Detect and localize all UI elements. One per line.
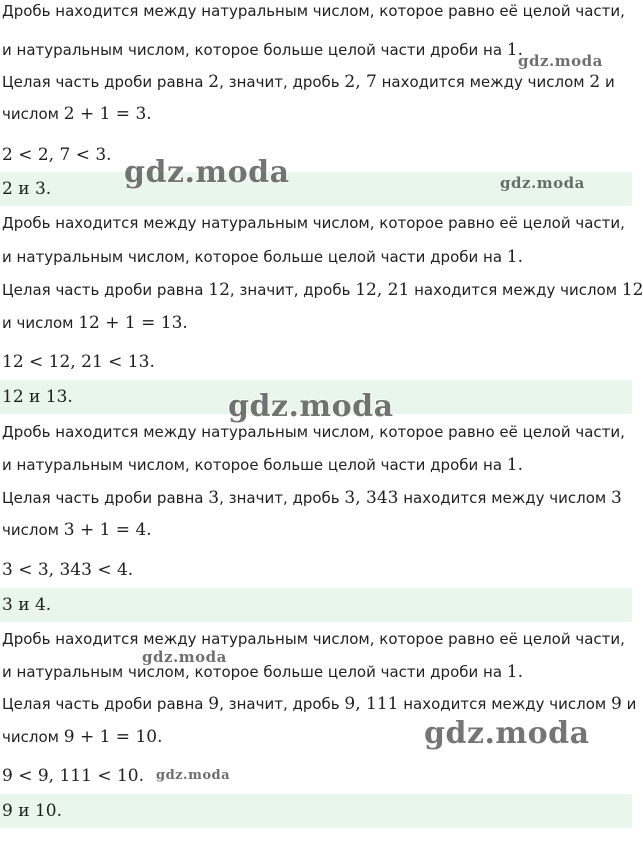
integer-part-line: Целая часть дроби равна 9, значит, дробь 9, 111 находится между числом 9 и (2, 694, 637, 714)
answer-row: 12 и 13. (0, 380, 632, 414)
rule-line-1: Дробь находится между натуральным числом, которое равно её целой части, (2, 423, 625, 441)
inequality-line: 12 < 12, 21 < 13. (2, 352, 155, 372)
rule-line-2: и натуральным числом, которое больше целой части дроби на 1. (2, 247, 524, 267)
rule-line-2: и натуральным числом, которое больше целой части дроби на 1. (2, 40, 524, 60)
rule-line-2: и натуральным числом, которое больше целой части дроби на 1. (2, 455, 524, 475)
inequality-line: 3 < 3, 343 < 4. (2, 560, 134, 580)
answer-row: 3 и 4. (0, 588, 632, 622)
watermark: gdz.moda (424, 716, 590, 751)
answer-row: 9 и 10. (0, 794, 632, 828)
next-number-line: числом 9 + 1 = 10. (2, 727, 163, 747)
rule-line-1: Дробь находится между натуральным числом, которое равно её целой части, (2, 2, 625, 20)
inequality-line: 2 < 2, 7 < 3. (2, 145, 112, 165)
next-number-line: числом 3 + 1 = 4. (2, 520, 152, 540)
rule-line-1: Дробь находится между натуральным числом, которое равно её целой части, (2, 214, 625, 232)
watermark: gdz.moda (500, 174, 585, 192)
integer-part-line: Целая часть дроби равна 12, значит, дробь 12, 21 находится между числом 12 (2, 280, 643, 300)
next-number-line: и числом 12 + 1 = 13. (2, 313, 188, 333)
answer-row: 2 и 3. (0, 172, 632, 206)
watermark: gdz.moda (228, 389, 394, 424)
rule-line-2: и натуральным числом, которое больше целой части дроби на 1. (2, 662, 524, 682)
rule-line-1: Дробь находится между натуральным числом, которое равно её целой части, (2, 630, 625, 648)
integer-part-line: Целая часть дроби равна 2, значит, дробь 2, 7 находится между числом 2 и (2, 72, 615, 92)
watermark: gdz.moda (124, 155, 290, 190)
inequality-line: 9 < 9, 111 < 10. (2, 766, 145, 786)
watermark: gdz.moda (156, 768, 231, 783)
next-number-line: числом 2 + 1 = 3. (2, 104, 152, 124)
watermark: gdz.moda (518, 52, 603, 70)
watermark: gdz.moda (142, 648, 227, 666)
integer-part-line: Целая часть дроби равна 3, значит, дробь 3, 343 находится между числом 3 (2, 488, 622, 508)
